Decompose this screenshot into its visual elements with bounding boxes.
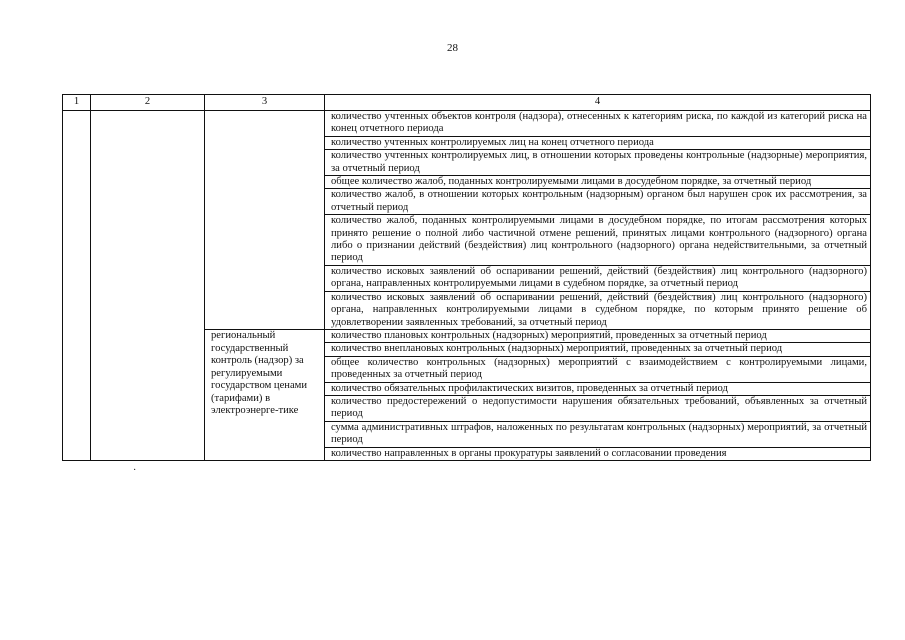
indicator-cell: сумма административных штрафов, наложенных по результатам контрольных (надзорных) мероприятий, за отчетный период — [325, 421, 871, 447]
indicator-cell: количество исковых заявлений об оспаривании решений, действий (бездействия) лиц контрольного (надзорного) органа, направленных контролируемыми лицами в судебном порядке, по которым принято решение об удовлетворении заявленных требований, за отчетный период — [325, 291, 871, 329]
indicator-cell: количество жалоб, в отношении которых контрольным (надзорным) органом был нарушен срок их рассмотрения, за отчетный период — [325, 189, 871, 215]
indicators-table — [62, 94, 871, 461]
column-header-2: 2 — [91, 95, 205, 111]
column-2-cell — [91, 111, 205, 461]
table-row — [63, 111, 871, 137]
indicator-cell: количество предостережений о недопустимости нарушения обязательных требований, объявленных за отчетный период — [325, 395, 871, 421]
indicator-cell: общее количество контрольных (надзорных) мероприятий с взаимодействием с контролируемыми лицами, проведенных за отчетный период — [325, 356, 871, 382]
indicator-cell: количество плановых контрольных (надзорных) мероприятий, проведенных за отчетный период — [325, 329, 871, 342]
column-header-1: 1 — [63, 95, 91, 111]
indicator-cell: количество жалоб, поданных контролируемыми лицами в досудебном порядке, по итогам рассмотрения которых принято решение о полной либо частичной отмене решений, принятых лицами контрольного (надзорного) органа либо о признании действий (бездействия) лиц контрольного (надзорного) органа недействительными, за отчетный период — [325, 215, 871, 266]
indicator-cell: количество учтенных объектов контроля (надзора), отнесенных к категориям риска, по каждой из категорий риска на конец отчетного периода — [325, 111, 871, 137]
indicator-cell: количество внеплановых контрольных (надзорных) мероприятий, проведенных за отчетный период — [325, 343, 871, 356]
indicator-cell: количество учтенных контролируемых лиц, в отношении которых проведены контрольные (надзорные) мероприятия, за отчетный период — [325, 150, 871, 176]
indicator-cell: количество обязательных профилактических визитов, проведенных за отчетный период — [325, 382, 871, 395]
control-type-cell: региональный государственный контроль (надзор) за регулируемыми государством ценами (тарифами) в электроэнерге-тике — [205, 329, 325, 460]
indicator-cell: общее количество жалоб, поданных контролируемыми лицами в досудебном порядке, за отчетный период — [325, 176, 871, 189]
column-3-cell-empty — [205, 111, 325, 330]
table-header-row — [63, 95, 871, 111]
page-number: 28 — [447, 42, 458, 54]
indicator-cell: количество учтенных контролируемых лиц на конец отчетного периода — [325, 136, 871, 149]
indicator-cell: количество исковых заявлений об оспаривании решений, действий (бездействия) лиц контрольного (надзорного) органа, направленных контролируемыми лицами в судебном порядке, за отчетный период — [325, 265, 871, 291]
stray-mark: · — [133, 465, 137, 476]
column-header-3: 3 — [205, 95, 325, 111]
column-1-cell — [63, 111, 91, 461]
indicator-cell: количество направленных в органы прокуратуры заявлений о согласовании проведения — [325, 447, 871, 460]
column-header-4: 4 — [325, 95, 871, 111]
